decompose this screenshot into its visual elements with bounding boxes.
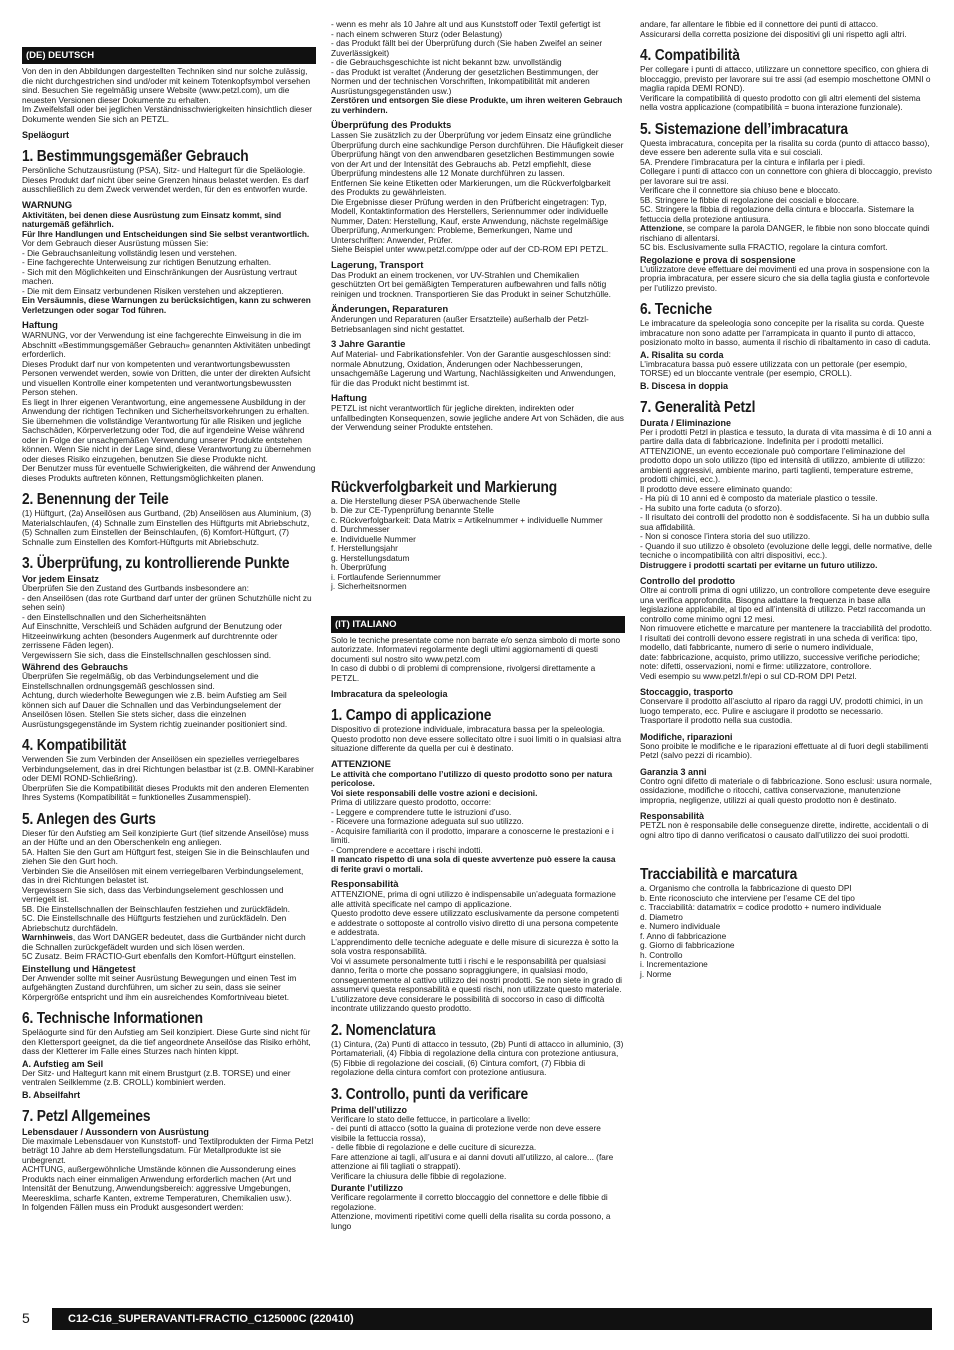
de-responsibility-text: PETZL ist nicht verantwortlich für jegliche direkten, indirekten oder unfallbedingten Konsequenzen, sowie jegliche andere Art von Schäden, die aus der Verwendung seiner Produkte entstehen. (331, 403, 624, 432)
it-warning-text: Prima di utilizzare questo prodotto, occorre: - Leggere e comprendere tutte le istruzioni d’uso. - Ricevere una formazione adeguata sul suo utilizzo. - Acquisire familiarità con il prodotto, imparare a conoscerne le prestazioni e i limiti. - Comprendere e accettare i rischi indotti. (331, 797, 614, 855)
it-warning-heading: ATTENZIONE (331, 758, 391, 770)
it-s2-text: (1) Cintura, (2a) Punti di attacco in tessuto, (2b) Punti di attacco in alluminio, (3) Portamateriali, (4) Fibbia di regolazione della cintura con protezione antiusura, (5) Fibbie di regolazione dei cosciali, (6) Cintura comfort, (7) Fibbia di regolazione della cintura comfort con protezione antiusura. (331, 1038, 624, 1077)
it-s6-text: Le imbracature da speleologia sono concepite per la risalita su corda. Queste imbracature non sono adatte per l’arrampicata in quanto il punto di attacco, posizionato molto in basso, aumenta il rischio di ribaltamento in caso di caduta. (640, 318, 931, 347)
de-product-name: Speläogurt (22, 130, 70, 140)
it-s6-text-1: L’imbracatura bassa può essere utilizzata con un pettorale (per esempio, TORSE) ed un bloccante ventrale (per esempio, CROLL). (640, 358, 908, 378)
it-product-name: Imbracatura da speleologia (331, 689, 448, 699)
de-s5-warning-text: , das Wort DANGER bedeutet, dass die Gurtbänder nicht durch die Schnallen zurückgefädelt wurden und sich lösen werden. 5C Zusatz. Beim FRACTIO-Gurt ebenfalls den Komfort-Hüftgurt einstellen. (22, 932, 306, 961)
page-number: 5 (22, 1310, 30, 1326)
it-s5-text-2: L’utilizzatore deve effettuare dei movimenti ed una prova in sospensione con la propria imbracatura, per essere sicuro che sia della taglia giusta e confortevole per l’utilizzo previsto. (640, 263, 930, 293)
de-warranty-text: Auf Material- und Fabrikationsfehler. Von der Garantie ausgeschlossen sind: normale Abnutzung, Oxidation, Änderungen oder Nachbesserungen, unsachgemäße Lagerung und Wartung, Nachlässigkeiten und Anwendungen, für die das Produkt nicht bestimmt ist. (331, 349, 616, 388)
de-s5-text-2: Der Anwender sollte mit seiner Ausrüstung Bewegungen und einen Test im aufgehängten Zustand durchführen, um sicher zu sein, dass sie seiner Körpergröße entspricht und ihm ein ausreichendes Komfortniveau bietet. (22, 972, 297, 1002)
it-s5-warning-text: , se compare la parola DANGER, le fibbie non sono bloccate quindi rischiano di allentarsi. 5C bis. Esclusivamente sulla FRACTIO, regolare la cintura comfort. (640, 223, 930, 252)
de-s7-text-1: Die maximale Lebensdauer von Kunststoff- und Textilprodukten der Firma Petzl beträgt 10 Jahre ab dem Herstellungsdatum. Für Metallprodukte ist sie unbegrenzt. ACHTUNG, außergewöhnliche Umstände können die Aussonderung eines Produkts nach einer einmaligen Anwendung erforderlich machen (Art und Intensität der Benutzung, Anwendungsbereich: aggressive Umgebungen, Meeresklima, scharfe Kanten, extreme Temperaturen, Chemikalien usw.). In folgenden Fällen muss ein Produkt ausgesondert werden: (22, 1135, 314, 1212)
it-s7-subheading-5: Garanzia 3 anni (640, 766, 707, 777)
de-heading-6: 6. Technische Informationen (22, 1010, 203, 1027)
it-s6-subheading-2: B. Discesa in doppia (640, 380, 729, 391)
de-heading-4: 4. Kompatibilität (22, 737, 127, 754)
it-heading-5: 5. Sistemazione dell’imbracatura (640, 120, 848, 138)
de-storage-text: Das Produkt an einem trockenen, vor UV-Strahlen und Chemikalien geschützten Ort bei gemäßigten Temperaturen aufbewahren und falls nötig reinigen und trocknen. Transportieren Sie das Produkt in seiner Schutzhülle. (331, 269, 611, 299)
it-responsibility-heading: Responsabilità (331, 879, 399, 890)
de-warning-heading: WARNUNG (22, 199, 73, 211)
de-s7-subheading-1: Lebensdauer / Aussondern von Ausrüstung (22, 1126, 209, 1137)
it-s3-continued: andare, far allentare le fibbie ed il connettore dei punti di attacco. Assicurarsi della corretta posizione dei dispositivi gli uni rispetto agli altri. (640, 19, 907, 39)
it-heading-3: 3. Controllo, punti da verificare (331, 1085, 528, 1103)
de-heading-1: 1. Bestimmungsgemäßer Gebrauch (22, 148, 249, 165)
de-storage-heading: Lagerung, Transport (331, 259, 424, 271)
it-warning-bold-3: Il mancato rispetto di una sola di queste avvertenze può essere la causa di ferite gravi o mortali. (331, 854, 616, 874)
de-repairs-text: Änderungen und Reparaturen (außer Ersatzteile) außerhalb der Petzl-Betriebsanlagen sind nicht gestattet. (331, 314, 589, 334)
de-heading-3: 3. Überprüfung, zu kontrollierende Punkte (22, 555, 290, 572)
it-s5-text: Questa imbracatura, concepita per la risalita su corda (punto di attacco basso), deve essere ben aderente sulla vita e sui cosciali. 5A. Prendere l’imbracatura per la cintura e infilarla per i piedi. Collegare i punti di attacco con un connettore con ghiera di bloccaggio, previsto per lavorare sui tre assi. Verificare che il connettore sia chiuso bene e bloccato. 5B. Stringere le fibbie di regolazione dei cosciali e bloccare. 5C. Stringere la fibbia di regolazione della cintura e bloccarla. Sistemare la fettuccia della protezione antiusura. (640, 137, 932, 224)
section-tag-de: (DE) DEUTSCH (22, 47, 316, 64)
de-repairs-heading: Änderungen, Reparaturen (331, 304, 449, 315)
it-s3-subheading-1: Prima dell’utilizzo (331, 1104, 408, 1115)
it-s7-text-3: Conservare il prodotto all’asciutto al riparo da raggi UV, prodotti chimici, in un luogo temperato, ecc. Pulire e asciugare il prodotto se necessario. Trasportare il prodotto nella sua custodia. (640, 696, 923, 725)
it-heading-2: 2. Nomenclatura (331, 1021, 436, 1039)
de-s4-text: Verwenden Sie zum Verbinden der Anseilösen ein spezielles verriegelbares Verbindungselement, das in drei Richtungen belastbar ist (z.B. OMNI-Karabiner oder DEMI ROND-Schließring). Überprüfen Sie die Kompatibilität dieses Produkts mit den anderen Elementen Ihres Systems (Kompatibilität = funktionelles Zusammenspiel). (22, 754, 314, 802)
it-s5-warning-bold: Attenzione (640, 223, 683, 233)
it-s1-text: Dispositivo di protezione individuale, imbracatura bassa per la speleologia. Questo prodotto non deve essere sollecitato oltre i suoi limiti o in qualsiasi altra situazione differente da quella per cui è destinato. (331, 724, 622, 753)
it-s3-text-2: Verificare regolarmente il corretto bloccaggio del connettore e delle fibbie di regolazione. Attenzione, movimenti ripetitivi come quelli della risalita su corda possono, a lungo (331, 1192, 611, 1231)
de-heading-7: 7. Petzl Allgemeines (22, 1107, 151, 1125)
it-s6-subheading-1: A. Risalita su corda (640, 349, 724, 360)
column-1 (22, 20, 316, 1213)
de-retire-list: - wenn es mehr als 10 Jahre alt und aus Kunststoff oder Textil gefertigt ist - nach einem schweren Sturz (oder Belastung) - das Produkt fällt bei der Überprüfung durch (Sie haben Zweifel an seiner Zuverlässigkeit) - die Gebrauchsgeschichte ist nicht bekannt bzw. unvollständig - das Produkt ist veraltet (Änderung der gesetzlichen Bestimmungen, der Normen und der technischen Vorschriften, Inkompatibilität mit anderen Ausrüstungsgegenständen usw.) (331, 19, 603, 96)
de-responsibility-heading: Haftung (331, 393, 367, 404)
it-heading-4: 4. Compatibilità (640, 47, 740, 64)
it-responsibility-text: ATTENZIONE, prima di ogni utilizzo è indispensabile un’adeguata formazione alle attività specificate nel campo di applicazione. Questo prodotto deve essere utilizzato esclusivamente da persone competenti e addestrate o sottoposte al controllo visivo diretto di una persona competente e addestrata. L’apprendimento delle tecniche adeguate e delle misure di sicurezza è sotto la sola vostra responsabilità. Voi vi assumete personalmente tutti i rischi e le responsabilità per qualsiasi danno, ferita o morte che possano sopraggiungere, in qualsiasi modo, conseguentemente al cattivo utilizzo dei nostri prodotti. Se non siete in grado di assumervi questa responsabilità e questi rischi, non utilizzate questo materiale. L’utilizzatore deve considerare le possibilità di soccorso in caso di difficoltà incontrate utilizzando questo prodotto. (331, 889, 623, 1013)
it-traceability-heading: Tracciabilità e marcatura (640, 866, 798, 883)
de-warning-bold-2: Für Ihre Handlungen und Entscheidungen sind Sie selbst verantwortlich. (22, 228, 310, 239)
it-intro: Solo le tecniche presentate come non barrate e/o senza simbolo di morte sono autorizzate. Informatevi regolarmente degli ultimi aggiornamenti di questi documenti sul nostro sito www.petzl.com In caso di dubbi o di problemi di comprensione, rivolgersi direttamente a PETZL. (331, 634, 621, 683)
de-s6-text-1: Der Sitz- und Haltegurt kann mit einem Brustgurt (z.B. TORSE) und einer ventralen Seilklemme (z.B. CROLL) kombiniert werden. (22, 1067, 291, 1087)
de-warning-bold-3: Ein Versäumnis, diese Warnungen zu berücksichtigen, kann zu schweren Verletzungen oder sogar Tod führen. (22, 295, 311, 315)
it-warning-bold-1: Le attività che comportano l’utilizzo di questo prodotto sono per natura pericolose. (331, 768, 613, 788)
de-intro-2: Im Zweifelsfall oder bei jeglichen Verständnisschwierigkeiten hinsichtlich dieser Dokumente wenden Sie sich an PETZL. (22, 104, 313, 124)
de-heading-2: 2. Benennung der Teile (22, 491, 169, 508)
de-s5-text: Dieser für den Aufstieg am Seil konzipierte Gurt (tief sitzende Anseilöse) muss an der Hüfte und an den Oberschenkeln eng anliegen. 5A. Halten Sie den Gurt am Hüftgurt fest, steigen Sie in die Beinschlaufen und ziehen Sie den Gurt hoch. Verbinden Sie die Anseilösen mit einem verriegelbaren Verbindungselement, das in drei Richtungen belastet ist. Vergewissern Sie sich, dass das Verbindungselement geschlossen und verriegelt ist. 5B. Die Einstellschnallen der Beinschlaufen festziehen und zurückfädeln. 5C. Die Einstellschnalle des Hüftgurts festziehen und zurückfädeln. Den Abriebschutz durchfädeln. (22, 827, 310, 933)
it-heading-6: 6. Tecniche (640, 301, 713, 318)
de-inspection-text: Lassen Sie zusätzlich zu der Überprüfung vor jedem Einsatz eine gründliche Überprüfung durch eine sachkundige Person durchführen. Die Häufigkeit dieser Überprüfung hängt von den anwendbaren gesetzlichen Bestimmungen sowie von der Art und der Intensität des Gebrauchs ab. Petzl empfiehlt, diese Überprüfung mindestens alle 12 Monate durchführen zu lassen. Entfernen Sie keine Etiketten oder Markierungen, um die Rückverfolgbarkeit des Produkts zu gewährleisten. Die Ergebnisse dieser Prüfung werden in den Prüfbericht eingetragen: Typ, Modell, Kontaktinformation des Herstellers, Seriennummer oder individuelle Nummer, Daten: Herstellung, Kauf, erste Anwendung, nächste regelmäßige Überprüfung, Anmerkungen: Probleme, Bemerkungen, Name und Unterschriften: Anwender, Prüfer. Siehe Beispiel unter www.petzl.com/ppe oder auf der CD-ROM EPI PETZL. (331, 130, 624, 254)
it-s3-subheading-2: Durante l’utilizzo (331, 1183, 403, 1193)
it-warning-bold-2: Voi siete responsabili delle vostre azioni e decisioni. (331, 787, 538, 798)
de-warning-text: Vor dem Gebrauch dieser Ausrüstung müssen Sie: - Die Gebrauchsanleitung vollständig lesen und verstehen. - Eine fachgerechte Unterweisung zur richtigen Benutzung erhalten. - Sich mit den Möglichkeiten und Einschränkungen der Ausrüstung vertraut machen. - Die mit dem Einsatz verbundenen Risiken verstehen und akzeptieren. (22, 238, 297, 296)
it-s7-subheading-6: Responsabilità (640, 811, 705, 821)
de-warranty-heading: 3 Jahre Garantie (331, 339, 406, 350)
de-intro: Von den in den Abbildungen dargestellten Techniken sind nur solche zulässig, die nicht durchgestrichen sind und/oder mit keinem Totenkopfsymbol versehen sind. Besuchen Sie regelmäßig unsere Website (www.petzl.com), um die neuesten Versionen dieser Dokumente zu erhalten. (22, 66, 311, 105)
column-3 (640, 20, 934, 979)
de-s3-subheading-1: Vor jedem Einsatz (22, 574, 99, 584)
it-s7-subheading-4: Modifiche, riparazioni (640, 731, 733, 742)
de-s3-text-2: Überprüfen Sie regelmäßig, ob das Verbindungselement und die Einstellschnallen ordnungsgemäß geschlossen sind. Achtung, durch wiederholte Bewegungen wie z.B. beim Aufstieg am Seil können sich auf Dauer die Schnallen und das Verbindungselement der Anseilösen lösen. Stellen Sie stets sicher, dass die einzelnen Ausrüstungsgegenstände im System richtig zueinander positioniert sind. (22, 671, 288, 729)
de-heading-5: 5. Anlegen des Gurts (22, 810, 156, 828)
it-heading-1: 1. Campo di applicazione (331, 707, 492, 724)
it-heading-7: 7. Generalità Petzl (640, 398, 756, 416)
de-liability-text: WARNUNG, vor der Verwendung ist eine fachgerechte Einweisung in die im Abschnitt «Bestimmungsgemäßer Gebrauch» genannten Aktivitäten unbedingt erforderlich. Dieses Produkt darf nur von kompetenten und verantwortungsbewussten Personen verwendet werden, sowie von Dritten, die unter der direkten Aufsicht und visuellen Kontrolle einer kompetenten und verantwortungsbewussten Person stehen. Es liegt in Ihrer eigenen Verantwortung, eine angemessene Ausbildung in der Anwendung der richtigen Techniken und Sicherheitsvorkehrungen zu erhalten. Sie übernehmen die vollständige Verantwortung für alle Risiken und jegliche Sachschäden, Körperverletzung oder Tod, die auf irgendeine Weise während oder in Folge der unsachgemäßen Verwendung unserer Produkte entstehen können. Wenn Sie nicht in der Lage sind, diese Verantwortung zu übernehmen oder dieses Risiko einzugehen, benutzen Sie diese Produkte nicht. Der Benutzer muss für eventuelle Schwierigkeiten, die während der Anwendung dieses Produkts auftreten können, Rettungsmöglichkeiten planen. (22, 330, 316, 483)
de-s6-subheading-2: B. Abseilfahrt (22, 1089, 81, 1100)
it-s7-subheading-1: Durata / Eliminazione (640, 417, 732, 428)
page-footer (22, 1308, 932, 1330)
section-tag-it: (IT) ITALIANO (331, 616, 625, 633)
de-retire-bold: Zerstören und entsorgen Sie diese Produkte, um ihren weiteren Gebrauch zu verhindern. (331, 95, 623, 115)
de-warning-bold-1: Aktivitäten, bei denen diese Ausrüstung zum Einsatz kommt, sind naturgemäß gefährlich. (22, 209, 282, 229)
it-s7-bold-1: Distruggere i prodotti scartati per evitarne un futuro utilizzo. (640, 559, 878, 570)
it-s7-text-6: PETZL non è responsabile delle conseguenze dirette, indirette, accidentali o di ogni altro tipo di danno verificatosi o causato dall’utilizzo dei suoi prodotti. (640, 820, 929, 840)
de-s2-text: (1) Hüftgurt, (2a) Anseilösen aus Gurtband, (2b) Anseilösen aus Aluminium, (3) Materialschlaufen, (4) Schnalle zum Einstellen des Hüftgurts mit Abriebschutz, (5) Schnallen zum Einstellen der Beinschlaufen, (6) Komfort-Hüftgurt, (7) Schnalle zum Einstellen des Komfort-Hüftgurts mit Abriebschutz. (22, 508, 312, 547)
de-traceability-heading: Rückverfolgbarkeit und Markierung (331, 478, 558, 496)
de-s3-text-1: Überprüfen Sie den Zustand des Gurtbands insbesondere an: - den Anseilösen (das rote Gurtband darf unter der grünen Schutzhülle nicht zu sehen sein) - den Einstellschnallen und den Sicherheitsnähten Auf Einschnitte, Verschleiß und Schäden aufgrund der Benutzung oder Hitzeeinwirkung achten (besonders Augenmerk auf durchtrennte oder zerrissene Fäden legen). Vergewissern Sie sich, dass die Einstellschnallen geschlossen sind. (22, 583, 312, 660)
it-s7-text-5: Contro ogni difetto di materiale o di fabbricazione. Sono esclusi: usura normale, ossidazione, modifiche o ritocchi, cattiva conservazione, manutenzione impropria, negligenze, utilizzi ai quali questo prodotto non è destinato. (640, 775, 932, 805)
it-s4-text: Per collegare i punti di attacco, utilizzare un connettore specifico, con ghiera di bloccaggio, previsto per lavorare sui tre assi (ad esempio moschettone OMNI o maglia rapida DEMI ROND). Verificare la compatibilità di questo prodotto con gli altri elementi del sistema nella vostra applicazione (compatibilità = buona interazione funzionale). (640, 64, 931, 112)
it-s7-text-4: Sono proibite le modifiche e le riparazioni effettuate al di fuori degli stabilimenti Petzl (salvo pezzi di ricambio). (640, 740, 929, 760)
it-traceability-list: a. Organismo che controlla la fabbricazione di questo DPI b. Ente riconosciuto che interviene per l’esame CE del tipo c. Tracciabilità: datamatrix = codice prodotto + numero individuale d. Diametro e. Numero individuale f. Anno di fabbricazione g. Giorno di fabbricazione h. Controllo i. Incrementazione j. Norme (640, 883, 882, 979)
it-s7-text-2: Oltre ai controlli prima di ogni utilizzo, un controllore competente deve eseguire una verifica approfondita. Bisogna adattare la frequenza in base alla legislazione applicabile, al tipo ed all’intensità di utilizzo. Petzl raccomanda un controllo come minimo ogni 12 mesi. Non rimuovere etichette e marcature per mantenere la tracciabilità del prodotto. I risultati dei controlli devono essere registrati in una scheda di verifica: tipo, modello, dati fabbricante, numero di serie o numero individuale, date: fabbricazione, acquisto, primo utilizzo, successive verifiche periodiche; note: difetti, osservazioni, nomi e firme: utilizzatore, controllore. Vedi esempio su www.petzl.fr/epi o sul CD-ROM DPI Petzl. (640, 585, 932, 681)
de-s6-subheading-1: A. Aufstieg am Seil (22, 1058, 104, 1069)
de-s5-warning-bold: Warnhinweis (22, 932, 73, 942)
de-s1-text: Persönliche Schutzausrüstung (PSA), Sitz- und Haltegurt für die Speläologie. Dieses Produkt darf nicht über seine Grenzen hinaus belastet werden. Es darf ausschließlich zu dem Zweck verwendet werden, für den es entworfen wurde. (22, 165, 309, 194)
de-s5-warning (22, 933, 316, 962)
de-traceability-list: a. Die Herstellung dieser PSA überwachende Stelle b. Die zur CE-Typenprüfung benannte Stelle c. Rückverfolgbarkeit: Data Matrix = Artikelnummer + individuelle Nummer d. Durchmesser e. Individuelle Nummer f. Herstellungsjahr g. Herstellungsdatum h. Überprüfung i. Fortlaufende Seriennummer j. Sicherheitsnormen (331, 495, 603, 591)
column-2 (331, 20, 625, 1231)
it-s7-text-1: Per i prodotti Petzl in plastica e tessuto, la durata di vita massima è di 10 anni a partire dalla data di fabbricazione. Indefinita per i prodotti metallici. ATTENZIONE, un evento eccezionale può comportare l’eliminazione del prodotto dopo un solo utilizzo (tipo ed intensità di utilizzo, ambiente di utilizzo: ambienti aggressivi, ambiente marino, parti taglienti, temperature estreme, prodotti chimici, ecc.). Il prodotto deve essere eliminato quando: - Ha più di 10 anni ed è composto da materiale plastico o tessile. - Ha subito una forte caduta (o sforzo). - Il risultato dei controlli del prodotto non è soddisfacente. Si ha un dubbio sulla sua affidabilità. - Non si conosce l’intera storia del suo utilizzo. - Quando il suo utilizzo è obsoleto (evoluzione delle leggi, delle normative, delle tecniche o incompatibilità con altri dispositivi, ecc.). (640, 426, 932, 560)
it-s5-subheading: Regolazione e prova di sospensione (640, 254, 796, 265)
de-inspection-heading: Überprüfung des Produkts (331, 120, 452, 131)
de-liability-heading: Haftung (22, 320, 58, 331)
it-s7-subheading-3: Stoccaggio, trasporto (640, 687, 734, 697)
de-s5-subheading: Einstellung und Hängetest (22, 963, 136, 974)
it-s5-warning (640, 224, 934, 253)
document-code-bar: C12-C16_SUPERAVANTI-FRACTIO_C125000C (220410) (52, 1308, 932, 1330)
de-s3-subheading-2: Während des Gebrauchs (22, 662, 129, 672)
de-s6-text: Speläogurte sind für den Aufstieg am Seil konzipiert. Diese Gurte sind nicht für den Klettersport geeignet, da die tief angeordnete Anseilöse das Risiko erhöht, dass der Kletterer im Falle eines Sturzes nach hinten kippt. (22, 1027, 311, 1056)
it-s7-subheading-2: Controllo del prodotto (640, 576, 735, 586)
it-s3-text-1: Verificare lo stato delle fettucce, in particolare a livello: - dei punti di attacco (sotto la guaina di protezione verde non deve essere visibile la fettuccia rossa), - delle fibbie di regolazione e delle cuciture di sicurezza. Fare attenzione ai tagli, all’usura e ai danni dovuti all’utilizzo, al calore... (fare attenzione ai fili tagliati o strappati). Verificare la chiusura delle fibbie di regolazione. (331, 1113, 614, 1181)
